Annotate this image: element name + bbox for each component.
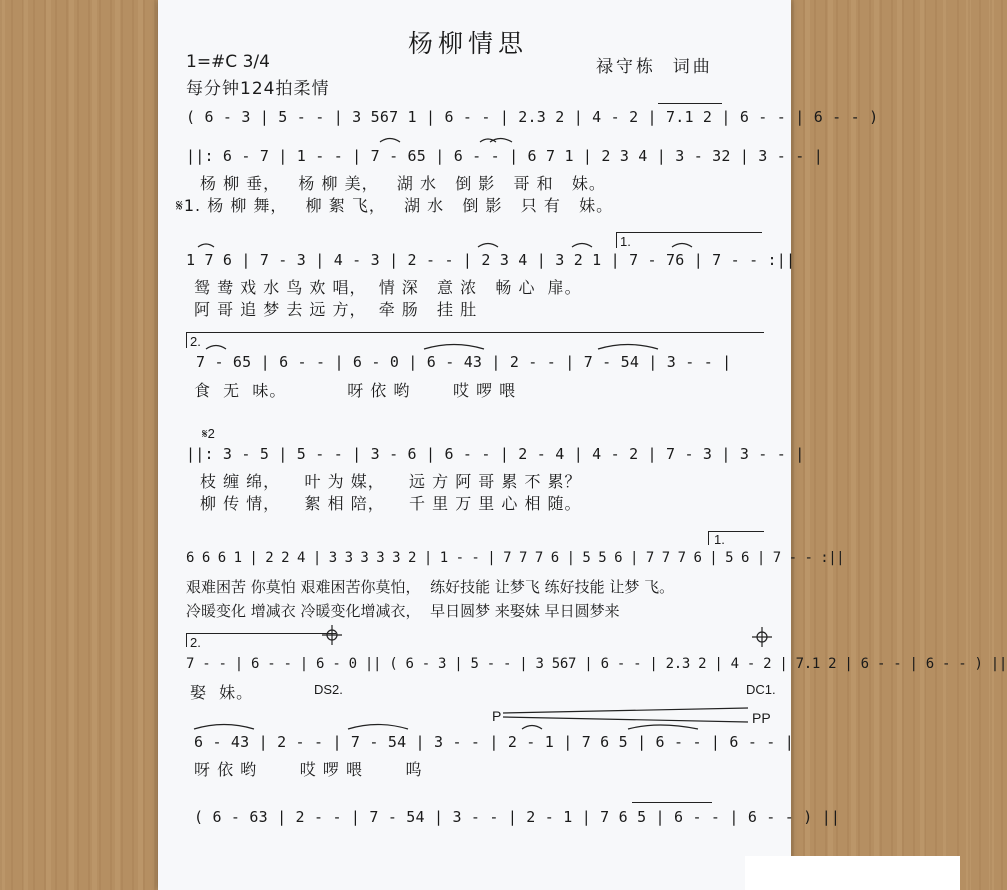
sheet-music-page (158, 0, 1007, 890)
section2-lyric-2: 阿 哥 追 梦 去 远 方， 牵 肠 挂 肚 (194, 300, 478, 319)
section1-notes: ||: 6 - 7 | 1 - - | 7 - 65 | 6 - - | 6 7 1 | 2 3 4 | 3 - 32 | 3 - - | (186, 147, 823, 165)
volta-1-marker: 1. (714, 532, 725, 547)
slur-icon (478, 244, 498, 248)
section3-notes: 7 - 65 | 6 - - | 6 - 0 | 6 - 43 | 2 - - | 7 - 54 | 3 - - | (196, 353, 732, 371)
coda-icon (752, 627, 772, 647)
section5-lyric-1: 艰难困苦 你莫怕 艰难困苦你莫怕， 练好技能 让梦飞 练好技能 让梦 飞。 (186, 578, 675, 596)
dynamic-pp-marker: PP (752, 710, 771, 726)
section7-notes: 6 - 43 | 2 - - | 7 - 54 | 3 - - | 2 - 1 | 7 6 5 | 6 - - | 6 - - | (194, 733, 794, 751)
slur-icon (522, 726, 542, 730)
notation-marks (158, 0, 791, 890)
section1-lyric-2: 𝄋1. 杨 柳 舞， 柳 絮 飞， 湖 水 倒 影 只 有 妹。 (176, 196, 614, 215)
section4-lyric-1: 枝 缠 绵， 叶 为 媒， 远 方 阿 哥 累 不 累？ (200, 472, 582, 491)
section5-lyric-2: 冷暖变化 增减衣 冷暖变化增减衣， 早日圆梦 来娶妹 早日圆梦来 (186, 602, 620, 620)
slur-icon (194, 725, 254, 730)
slur-icon (380, 139, 400, 143)
intro-notes: ( 6 - 3 | 5 - - | 3 567 1 | 6 - - | 2.3 2 | 4 - 2 | 7.1 2 | 6 - - | 6 - - ) (186, 108, 879, 126)
slur-icon (348, 725, 408, 730)
slur-icon (424, 345, 484, 350)
slur-icon (672, 244, 692, 248)
slur-icon (598, 345, 658, 350)
tempo-marking: 每分钟124拍柔情 (186, 79, 330, 99)
slur-icon (490, 139, 512, 143)
dc1-marker: DC1. (746, 682, 776, 697)
section3-lyric-1: 食 无 味。 呀 依 哟 哎 啰 喂 (194, 381, 517, 400)
section6-notes: 7 - - | 6 - - | 6 - 0 || ( 6 - 3 | 5 - - | 3 567 | 6 - - | 2.3 2 | 4 - 2 | 7.1 2 | 6 - - | 6 - - ) || (186, 656, 1007, 672)
section2-notes: 1 7 6 | 7 - 3 | 4 - 3 | 2 - - | 2 3 4 | 3 2 1 | 7 - 76 | 7 - - :|| (186, 251, 796, 269)
volta-1-marker: 1. (620, 234, 631, 249)
dynamic-p-marker: P (492, 708, 502, 724)
decrescendo-hairpin (503, 708, 748, 722)
slur-icon (572, 244, 592, 248)
author-credit: 禄守栋 词曲 (596, 57, 713, 77)
volta-2-marker: 2. (190, 635, 201, 650)
section2-lyric-1: 鸳 鸯 戏 水 鸟 欢 唱， 情 深 意 浓 畅 心 扉。 (194, 278, 582, 297)
volta-2-marker: 2. (190, 334, 201, 349)
slur-icon (206, 346, 226, 350)
coda-icon (322, 625, 342, 645)
segno-2-marker: 𝄋2 (202, 426, 215, 441)
section5-notes: 6 6 6 1 | 2 2 4 | 3 3 3 3 3 2 | 1 - - | 7 7 7 6 | 5 5 6 | 7 7 7 6 | 5 6 | 7 - - :|| (186, 550, 845, 566)
song-title: 杨柳情思 (408, 29, 529, 58)
outro-notes: ( 6 - 63 | 2 - - | 7 - 54 | 3 - - | 2 - 1 | 7 6 5 | 6 - - | 6 - - ) || (194, 808, 841, 826)
white-corner-patch (745, 856, 960, 890)
slur-icon (198, 244, 214, 247)
section4-lyric-2: 柳 传 情， 絮 相 陪， 千 里 万 里 心 相 随。 (200, 494, 582, 513)
section4-notes: ||: 3 - 5 | 5 - - | 3 - 6 | 6 - - | 2 - 4 | 4 - 2 | 7 - 3 | 3 - - | (186, 445, 805, 463)
section1-lyric-1: 杨 柳 垂， 杨 柳 美， 湖 水 倒 影 哥 和 妹。 (200, 174, 606, 193)
key-signature: 1=#C 3/4 (186, 52, 270, 72)
section6-lyric-1: 娶 妹。 (190, 683, 254, 702)
section7-lyric-1: 呀 依 哟 哎 啰 喂 呜 (194, 760, 423, 779)
ds2-marker: DS2. (314, 682, 343, 697)
slur-icon (628, 725, 698, 729)
